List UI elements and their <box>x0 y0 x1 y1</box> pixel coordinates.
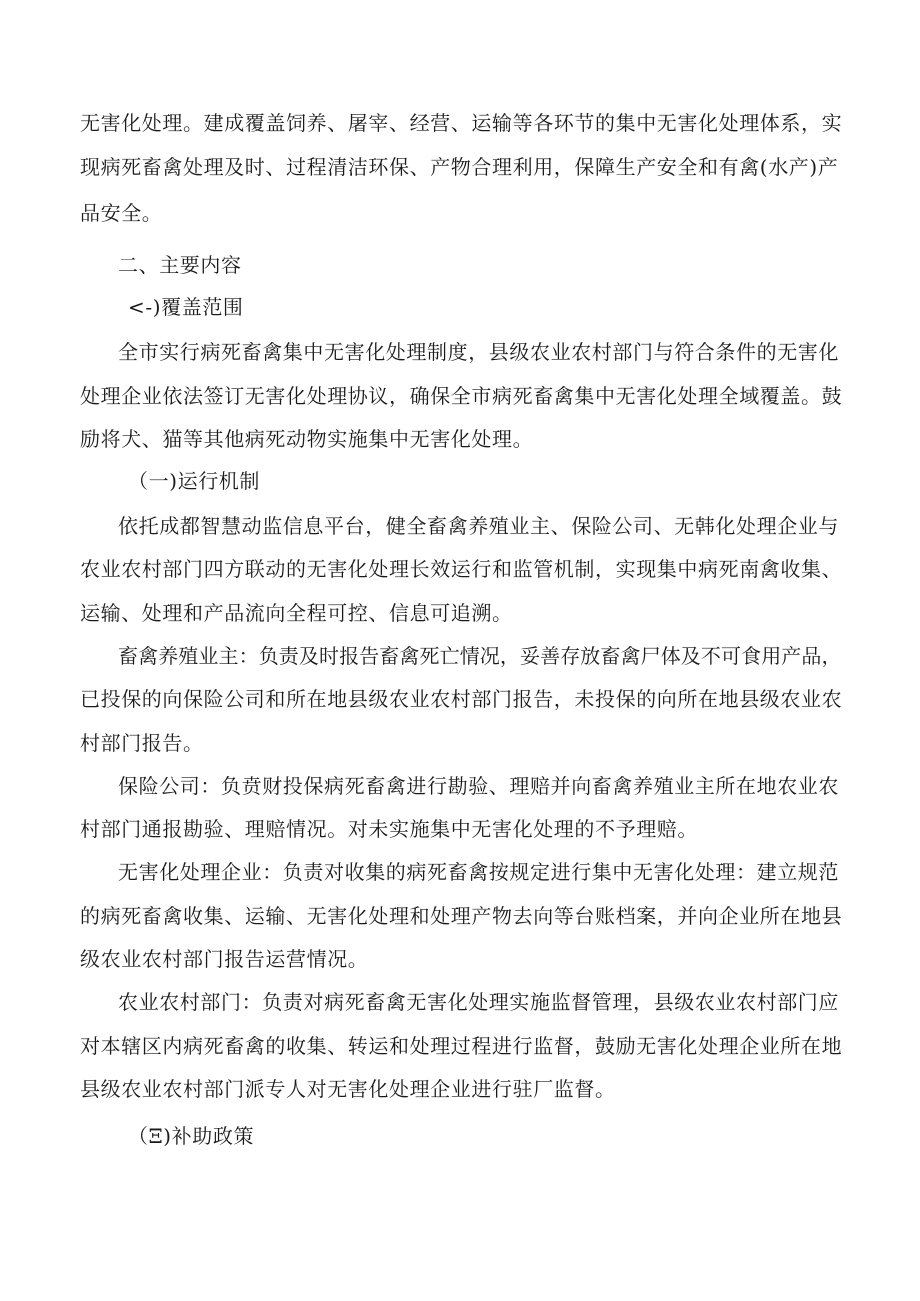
paragraph-line: 现病死畜禽处理及时、过程清洁环保、产物合理利用，保障生产安全和有禽(水产)产 <box>80 155 839 179</box>
subsection-heading: （Ξ)补助政策 <box>128 1124 255 1148</box>
paragraph-line: 畜禽养殖业主：负责及时报告畜禽死亡情况，妥善存放畜禽尸体及不可食用产品， <box>118 644 842 668</box>
paragraph-line: 处理企业依法签订无害化处理协议，确保全市病死畜禽集中无害化处理全域覆盖。鼓 <box>80 384 843 408</box>
paragraph-line: 村部门报告。 <box>80 731 204 755</box>
paragraph-line: 运输、处理和产品流向全程可控、信息可追溯。 <box>80 601 513 625</box>
paragraph-line: 无害化处理企业：负责对收集的病死畜禽按规定进行集中无害化处理：建立规范 <box>118 860 839 884</box>
paragraph-line: 对本辖区内病死畜禽的收集、转运和处理过程进行监督，鼓励无害化处理企业所在地 <box>80 1034 843 1058</box>
paragraph-line: 县级农业农村部门派专人对无害化处理企业进行驻厂监督。 <box>80 1077 616 1101</box>
paragraph-line: 励将犬、猫等其他病死动物实施集中无害化处理。 <box>80 427 534 451</box>
paragraph-line: 村部门通报勘验、理赔情况。对未实施集中无害化处理的不予理赔。 <box>80 817 698 841</box>
paragraph-line: 级农业农村部门报告运营情况。 <box>80 947 369 971</box>
section-heading: 二、主要内容 <box>118 253 242 277</box>
paragraph-line: 保险公司：负贲财投保病死畜禽进行勘验、理赔并向畜禽养殖业主所在地农业农 <box>118 774 839 798</box>
paragraph-line: 依托成都智慧动监信息平台，健全畜禽养殖业主、保险公司、无韩化处理企业与 <box>118 514 839 538</box>
paragraph-line: 全市实行病死畜禽集中无害化处理制度，县级农业农村部门与符合条件的无害化 <box>118 340 839 364</box>
paragraph-line: 品安全。 <box>80 201 163 225</box>
paragraph-line: 农业农村部门：负责对病死畜禽无害化处理实施监督管理，县级农业农村部门应 <box>118 990 839 1014</box>
paragraph-line: 的病死畜禽收集、运输、无害化处理和处理产物去向等台账档案，并向企业所在地县 <box>80 904 843 928</box>
paragraph-line: 已投保的向保险公司和所在地县级农业农村部门报告，未投保的向所在地县级农业农 <box>80 687 843 711</box>
paragraph-line: 无害化处理。建成覆盖饲养、屠宰、经营、运输等各环节的集中无害化处理体系，实 <box>80 111 843 135</box>
subsection-heading: （一)运行机制 <box>128 469 261 493</box>
paragraph-line: 农业农村部门四方联动的无害化处理长效运行和监管机制，实现集中病死南禽收集、 <box>80 557 843 581</box>
subsection-heading: <-)覆盖范围 <box>128 295 244 319</box>
